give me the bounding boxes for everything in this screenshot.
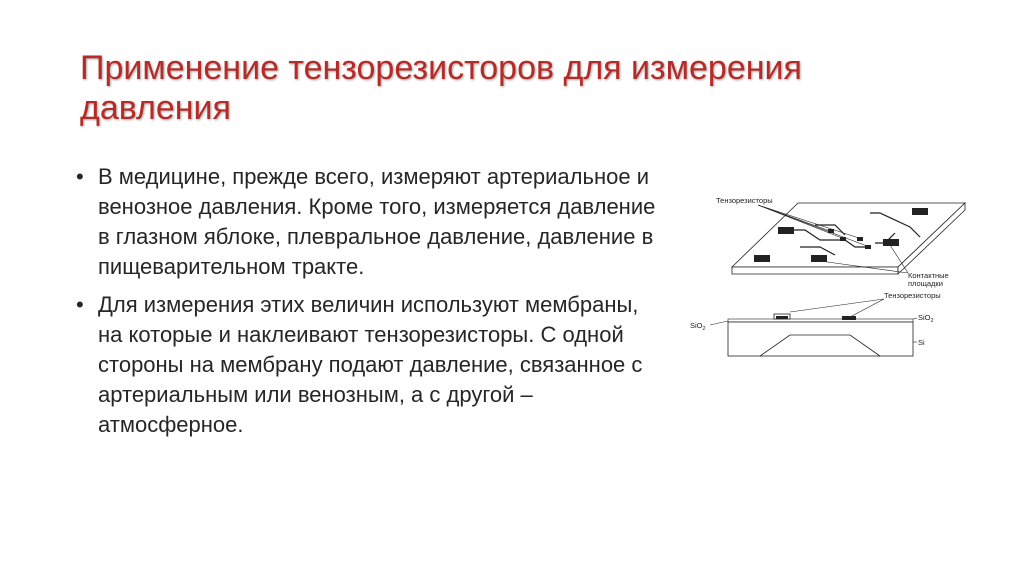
label-si: Si <box>918 338 925 347</box>
bullet-marker: • <box>76 292 84 317</box>
sensor-diagram-svg <box>670 185 970 365</box>
bullet-text-2: Для измерения этих величин используют мембраны, на которые и наклеивают тензорезисторы. С одной стороны на мембрану подают давление, связанное с артериальным или венозным, а с другой – атмосферное. <box>98 292 643 437</box>
label-contacts-line2: площадки <box>908 279 943 288</box>
label-tensoresistors-top: Тензорезисторы <box>716 196 773 205</box>
bullet-text-1: В медицине, прежде всего, измеряют артериальное и венозное давления. Кроме того, измеряется давление в глазном яблоке, плевральное давление, давление в пищеварительном тракте. <box>98 164 656 279</box>
label-contacts-line1: Контактные <box>908 271 949 280</box>
bullet-list <box>74 162 664 448</box>
membrane-cross-section <box>690 291 941 356</box>
label-sio2-left: SiO$_2$ <box>690 321 706 332</box>
sensor-diagram <box>670 185 970 365</box>
bullet-item-1 <box>74 162 664 282</box>
bullet-item-2 <box>74 290 664 440</box>
bullet-marker: • <box>76 164 84 189</box>
label-sio2-right: SiO$_2$ <box>918 313 934 324</box>
label-tensoresistors-section: Тензорезисторы <box>884 291 941 300</box>
membrane-plate-3d <box>732 203 965 274</box>
slide-title: Применение тензорезисторов для измерения давления <box>80 49 802 127</box>
